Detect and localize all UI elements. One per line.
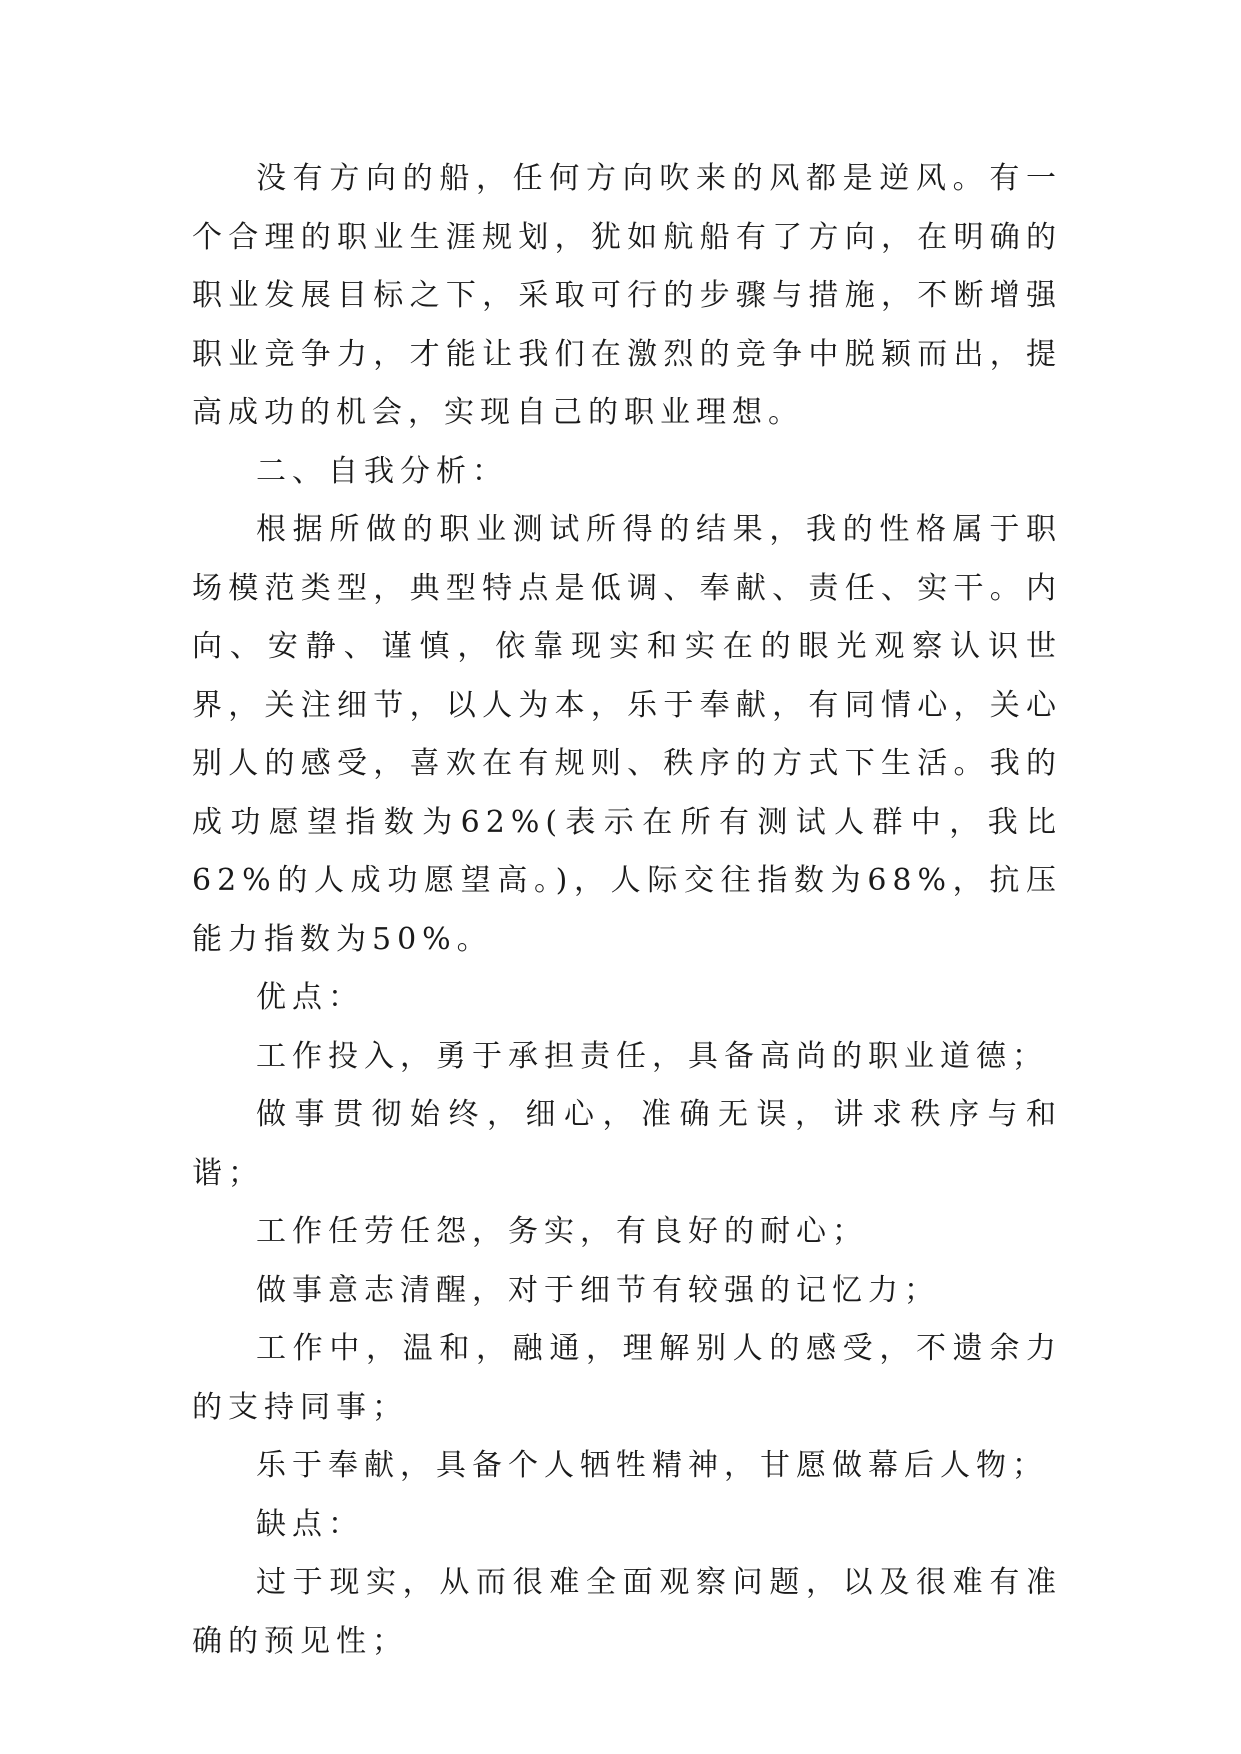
weaknesses-heading: 缺点： bbox=[256, 1506, 364, 1542]
intro-paragraph: 没有方向的船，任何方向吹来的风都是逆风。有一个合理的职业生涯规划，犹如航船有了方向，在明确的职业发展目标之下，采取可行的步骤与措施，不断增强职业竞争力，才能让我们在激烈的竞争中脱颖而出，提高成功的机会，实现自己的职业理想。 bbox=[192, 161, 1062, 430]
strength-item-4: 做事意志清醒，对于细节有较强的记忆力； bbox=[256, 1272, 940, 1308]
strength-item-1: 工作投入，勇于承担责任，具备高尚的职业道德； bbox=[256, 1038, 1048, 1074]
document-page bbox=[192, 150, 1062, 1671]
strengths-heading: 优点： bbox=[256, 980, 364, 1015]
personality-paragraph: 根据所做的职业测试所得的结果，我的性格属于职场模范类型，典型特点是低调、奉献、责任、实干。内向、安静、谨慎，依靠现实和实在的眼光观察认识世界，关注细节，以人为本，乐于奉献，有同情心，关心别人的感受，喜欢在有规则、秩序的方式下生活。我的成功愿望指数为62%(表示在所有测试人群中，我比62%的人成功愿望高。)，人际交往指数为68%，抗压能力指数为50%。 bbox=[192, 512, 1062, 957]
strength-item-6: 乐于奉献，具备个人牺牲精神，甘愿做幕后人物； bbox=[256, 1448, 1048, 1483]
section-heading-self-analysis: 二、自我分析： bbox=[256, 453, 508, 489]
strength-item-3: 工作任劳任怨，务实，有良好的耐心； bbox=[256, 1214, 868, 1249]
strength-item-2: 做事贯彻始终，细心，准确无误，讲求秩序与和谐； bbox=[192, 1097, 1062, 1191]
strength-item-5: 工作中，温和，融通，理解别人的感受，不遗余力的支持同事； bbox=[192, 1331, 1062, 1425]
weakness-item-1: 过于现实，从而很难全面观察问题，以及很难有准确的预见性； bbox=[192, 1565, 1062, 1659]
